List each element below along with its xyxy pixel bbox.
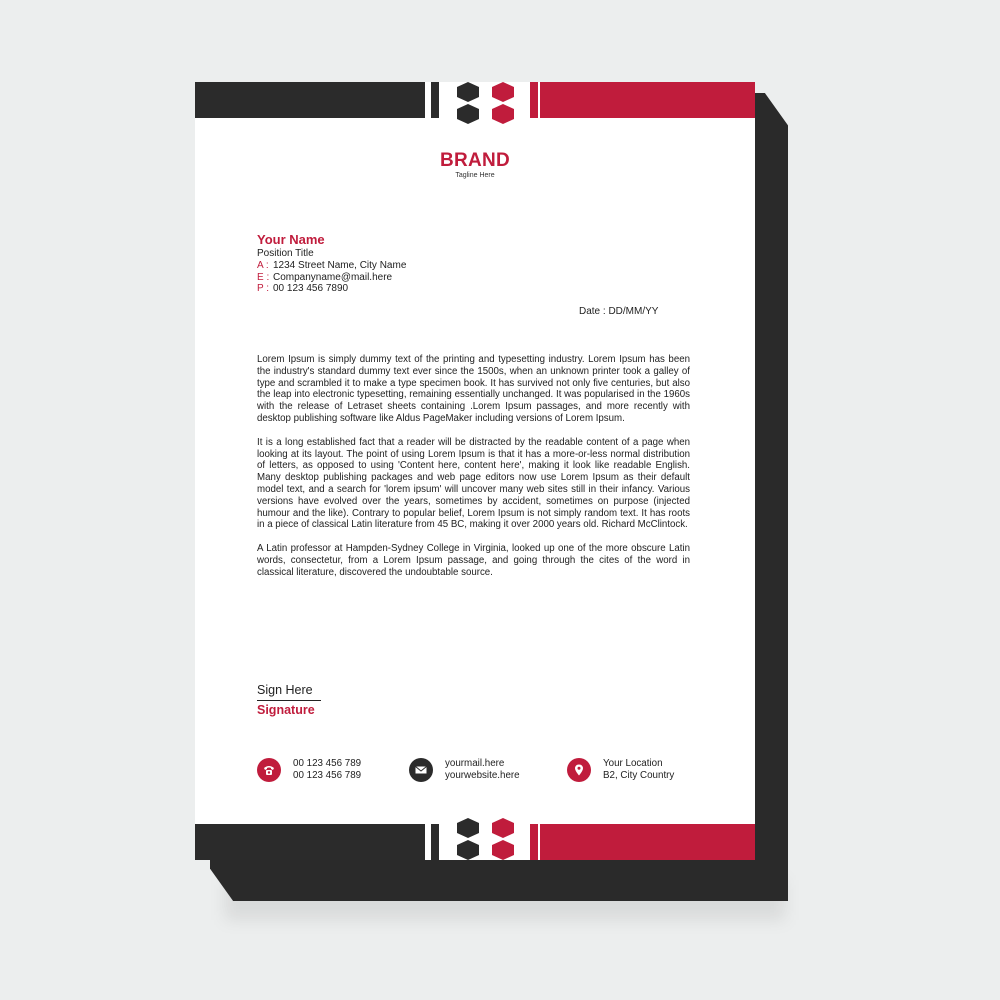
sender-email-row bbox=[257, 272, 406, 284]
footer-phone-1: 00 123 456 789 bbox=[293, 758, 362, 769]
sender-position: Position Title bbox=[257, 248, 314, 259]
footer-website: yourwebsite.here bbox=[445, 770, 520, 781]
location-pin-icon bbox=[567, 758, 591, 782]
footer-email: yourmail.here bbox=[445, 758, 505, 769]
bottom-red-bar bbox=[540, 824, 755, 860]
bottom-footer-band bbox=[195, 824, 755, 860]
footer-phone bbox=[257, 758, 361, 782]
top-red-bar bbox=[540, 82, 755, 118]
sender-address: 1234 Street Name, City Name bbox=[273, 259, 407, 271]
footer-phone-2: 00 123 456 789 bbox=[293, 770, 362, 781]
sender-name: Your Name bbox=[257, 232, 325, 247]
envelope-icon bbox=[409, 758, 433, 782]
sign-here-label: Sign Here bbox=[257, 683, 313, 697]
footer-mail bbox=[409, 758, 520, 782]
signature-rule bbox=[257, 700, 321, 701]
sender-block bbox=[257, 232, 406, 295]
sender-phone: 00 123 456 7890 bbox=[273, 283, 349, 295]
signature-block bbox=[257, 683, 321, 717]
contact-footer bbox=[257, 758, 697, 788]
footer-location-1: Your Location bbox=[603, 758, 663, 769]
body-paragraph: A Latin professor at Hampden-Sydney College in Virginia, looked up one of the more obscure Latin words, consectetur, from a Lorem Ipsum passage, and going through the cites of the word in classical literature, discovered the undoubtable source. bbox=[257, 543, 690, 578]
phone-key: P : bbox=[257, 283, 270, 295]
bottom-hexagon-logo-icon bbox=[457, 812, 525, 860]
top-red-pillar bbox=[530, 82, 538, 118]
letter-body bbox=[257, 354, 690, 591]
footer-location bbox=[567, 758, 674, 782]
bottom-dark-pillar bbox=[431, 824, 439, 860]
letterhead-page bbox=[195, 82, 755, 860]
top-dark-bar bbox=[195, 82, 425, 118]
address-key: A : bbox=[257, 259, 269, 271]
sender-phone-row bbox=[257, 283, 406, 295]
bottom-dark-bar bbox=[195, 824, 425, 860]
phone-icon bbox=[257, 758, 281, 782]
sender-email: Companyname@mail.here bbox=[273, 271, 393, 283]
bottom-red-pillar bbox=[530, 824, 538, 860]
sender-address-row bbox=[257, 260, 406, 272]
letter-date: Date : DD/MM/YY bbox=[579, 306, 659, 317]
body-paragraph: Lorem Ipsum is simply dummy text of the printing and typesetting industry. Lorem Ipsum has been the industry's standard dummy text ever since the 1500s, when an unknown printer took a galley of type and scrambled it to make a type specimen book. It has survived not only five centuries, but also the leap into electronic typesetting, remaining essentially unchanged. It was popularised in the 1960s with the release of Letraset sheets containing .Lorem Ipsum passages, and more recently with desktop publishing software like Aldus PageMaker including versions of Lorem Ipsum. bbox=[257, 354, 690, 424]
brand-tagline: Tagline Here bbox=[455, 172, 495, 179]
email-key: E : bbox=[257, 271, 270, 283]
footer-location-2: B2, City Country bbox=[603, 770, 675, 781]
top-dark-pillar bbox=[431, 82, 439, 118]
brand-name: BRAND bbox=[439, 150, 511, 171]
top-header-band bbox=[195, 82, 755, 118]
body-paragraph: It is a long established fact that a reader will be distracted by the readable content of a page when looking at its layout. The point of using Lorem Ipsum is that it has a more-or-less normal distribution of letters, as opposed to using 'Content here, content here', making it look like readable English. Many desktop publishing packages and web page editors now use Lorem Ipsum as their default model text, and a search for 'lorem ipsum' will uncover many web sites still in their infancy. Various versions have evolved over the years, sometimes by accident, sometimes on purpose (injected humour and the like). Contrary to popular belief, Lorem Ipsum is not simply random text. It has roots in a piece of classical Latin literature from 45 BC, making it over 2000 years old. Richard McClintock. bbox=[257, 436, 690, 531]
top-hexagon-logo-icon bbox=[457, 82, 525, 130]
signature-label: Signature bbox=[257, 703, 315, 717]
